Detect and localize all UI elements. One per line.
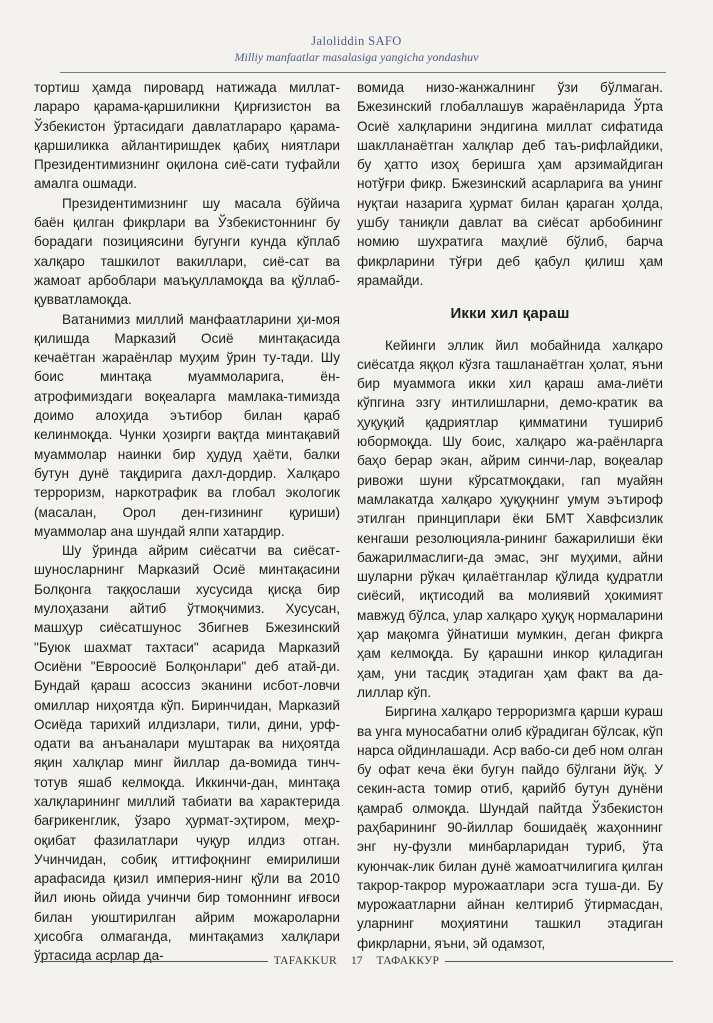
paragraph: тортиш ҳамда пировард натижада миллат-лараро қарама-қаршиликни Қирғизистон ва Ўзбекистон ўртасидаги давлатлараро қарама-қаршиликка айлантиришдек қабиҳ ниятлари Президентимизнинг оқилона сиё-сати туфайли амалга ошмади. — [34, 80, 340, 192]
page-number: 17 — [351, 955, 363, 967]
footer-title-latin: TAFAKKUR — [273, 955, 337, 967]
header-divider — [60, 72, 666, 73]
footer-rule-right — [445, 961, 673, 962]
running-header — [0, 34, 713, 65]
footer-title-cyrillic: ТАФАККУР — [376, 955, 440, 967]
paragraph: вомида низо-жанжалнинг ўзи бўлмаган. Бжезинский глобаллашув жараёнларида Ўрта Осиё халқларини эндигина миллат сифатида шаклланаётган халқлар деб таъ-рифлайдики, бу ҳатто изоҳ беришга ҳам арзимайдиган нотўғри фикр. Бжезинский асарларига ва унинг нуқтаи назарига ҳурмат билан қараган ҳолда, ушбу таниқли давлат ва сиёсат арбобининг номию шухратига маҳлиё бўлиб, барча фикрларини тўғри деб қабул қилиш ҳам ярамайди. — [357, 80, 663, 288]
footer-rule-left — [40, 961, 268, 962]
paragraph: Шу ўринда айрим сиёсатчи ва сиёсат-шуносларнинг Марказий Осиё минтақасини Болқонга таққослаши хусусида қисқа бир мулоҳазани айтиб ўтмоқчимиз. Хусусан, машҳур сиёсатшунос Збигнев Бжезинский "Буюк шахмат тахтаси" асарида Марказий Осиёни "Евроосиё Болқонлари" деб атай-ди. Бундай қараш асоссиз эканини исбот-ловчи омиллар ниҳоятда кўп. Биринчидан, Марказий Осиёда тарихий илдизлари, тили, дини, урф-одати ва анъаналари муштарак ва ниҳоятда яқин халқлар минг йиллар да-вомида тинч-тотув яшаб келмоқда. Иккинчи-дан, минтақа халқларининг миллий табиати ва характерида бағрикенглик, ўзаро ҳурмат-эҳтиром, меҳр-оқибат фазилатлари чуқур илдиз отган. Учинчидан, собиқ иттифоқнинг емирилиши арафасида қизил империя-нинг қўли ва 2010 йил июнь ойида учинчи бир томоннинг иғвоси билан уюштирилган айрим можароларни ҳисобга олмаганда, минтақамиз халқлари ўртасида асрлар да- — [34, 543, 340, 964]
left-column — [34, 78, 340, 966]
paragraph: Кейинги эллик йил мобайнида халқаро сиёсатда яққол кўзга ташланаётган ҳолат, яъни бир муаммога икки хил қараш ама-лиёти кўпгина эзгу интилишларни, демо-кратик ва ҳуқуқий қадриятлар қимматини тушириб юбормоқда. Шу боис, халқаро жа-раёнларга баҳо берар экан, айрим синчи-лар, воқеалар ривожи шуни кўрсатмоқдаки, гап муайян мамлакатда халқаро ҳуқуқнинг умум эътироф этилган принциплари ёки БМТ Хавфсизлик кенгаши резолюцияла-рининг бажарилиши ёки бажарилмаслиги-да эмас, энг муҳими, айни шуларни рўкач қилаётганлар қўлида қудратли сиёсий, иқтисодий ва молиявий ҳокимият мавжуд бўлса, улар халқаро ҳуқуқ нормаларини ҳар мақомга ўйнатиши мумкин, деган фикрга ҳам келмоқда. Бу қарашни инкор қиладиган ҳам, уни тасдиқ этадиган ҳам факт ва да-лиллар кўп. — [357, 337, 663, 700]
running-footer — [40, 953, 673, 969]
paragraph: Ватанимиз миллий манфаатларини ҳи-моя қилишда Марказий Осиё минтақасида кечаётган жараёнлар муҳим ўрин ту-тади. Шу боис минтақа муаммоларига, ён-атрофимиздаги воқеаларга мамлака-тимизда доимо алоҳида эътибор билан қараб келинмоқда. Чунки ҳозирги вақтда минтақавий муаммолар наинки бир ҳудуд ҳаёти, балки бутун дунё тақдирига дахл-дордир. Халқаро терроризм, наркотрафик ва глобал экологик (масалан, Орол ден-гизининг қуриши) муаммолар ана шундай ялпи хатардир. — [34, 311, 340, 539]
header-subtitle: Milliy manfaatlar masalasiga yangicha yondashuv — [234, 50, 479, 64]
section-heading: Икки хил қараш — [450, 305, 570, 323]
paragraph: Президентимизнинг шу масала бўйича баён қилган фикрлари ва Ўзбекистоннинг бу борадаги позициясини бугунги кунда кўплаб халқаро ташкилот вакиллари, сиё-сат ва жамоат арбоблари маъқулламоқда ва қўллаб-қувватламоқда. — [34, 195, 340, 308]
header-author: Jaloliddin SAFO — [311, 34, 402, 48]
right-column — [357, 78, 663, 953]
paragraph: Биргина халқаро терроризмга қарши кураш ва унга муносабатни олиб кўрадиган бўлсак, кўп нарса ойдинлашади. Аср вабо-си деб ном олган бу офат кеча ёки бугун пайдо бўлгани йўқ. У секин-аста томир отиб, қарийб бутун дунёни қамраб олмоқда. Шундай пайтда Ўзбекистон раҳбарининг 90-йиллар бошидаёқ жаҳоннинг энг ну-фузли минбарларидан туриб, ўта куюнчак-лик билан дунё жамоатчилигига қилган такрор-такрор мурожаатлари эсга туша-ди. Бу мурожаатларни айнан келтириб ўтирмасдан, уларнинг моҳиятини ташкил этадиган фикрларни, яъни, эй одамзот, — [357, 704, 663, 951]
